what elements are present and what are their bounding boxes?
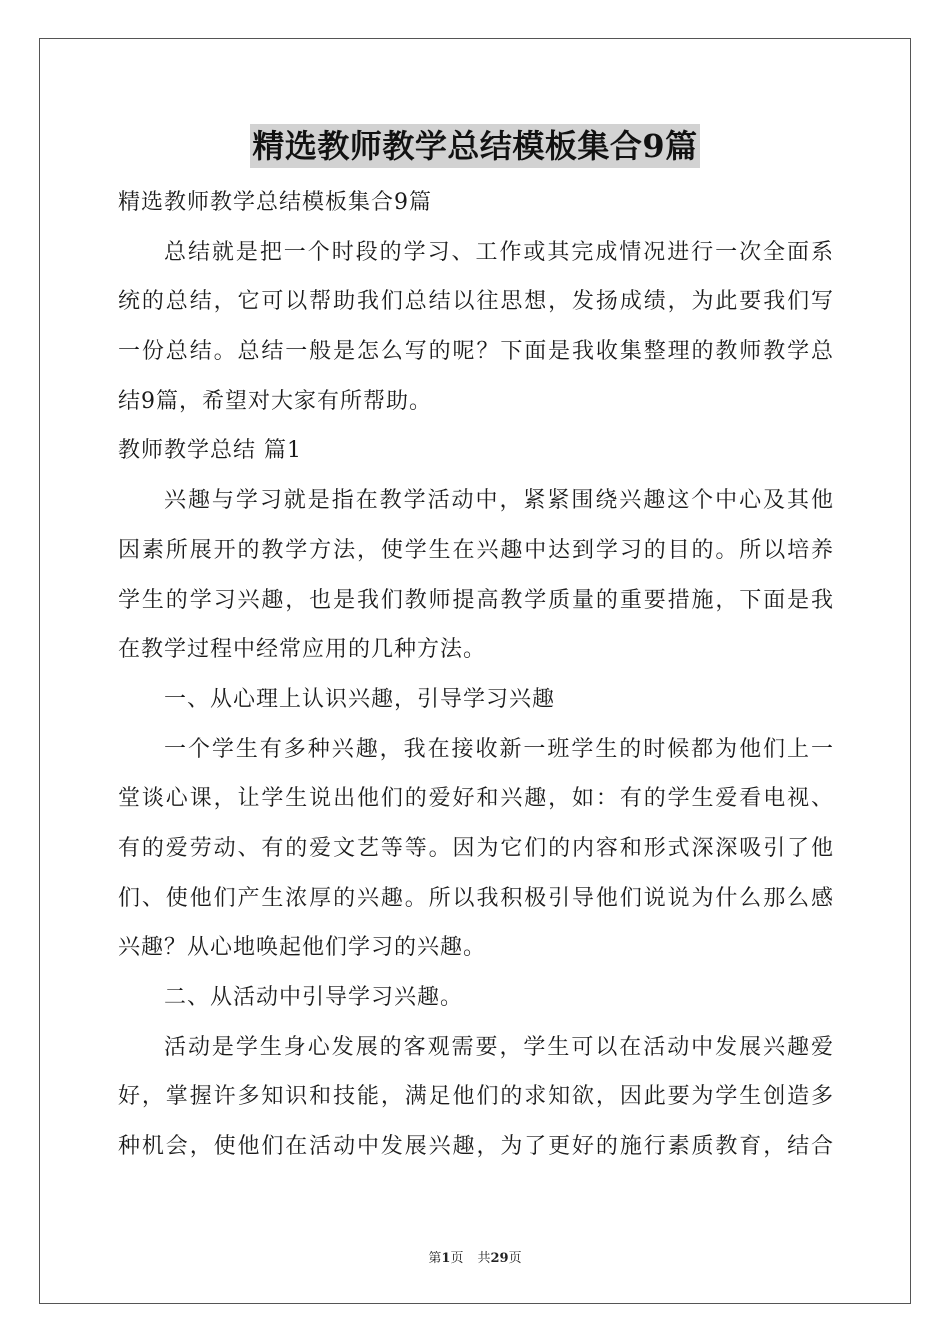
total-pages: 29 <box>490 1251 509 1266</box>
document-title: 精选教师教学总结模板集合9篇 <box>250 124 699 168</box>
text-line: 堂谈心课，让学生说出他们的爱好和兴趣，如：有的学生爱看电视、 <box>118 786 834 812</box>
text-line: 结9篇，希望对大家有所帮助。 <box>118 388 432 414</box>
text-line: 种机会，使他们在活动中发展兴趣，为了更好的施行素质教育，结合 <box>118 1134 834 1160</box>
title-container <box>0 124 950 168</box>
page-footer <box>0 1247 950 1266</box>
page-prefix: 第 <box>428 1251 442 1266</box>
total-suffix: 页 <box>508 1251 522 1266</box>
text-line: 一、从心理上认识兴趣，引导学习兴趣 <box>164 686 556 712</box>
text-line: 学生的学习兴趣，也是我们教师提高教学质量的重要措施，下面是我 <box>118 587 834 613</box>
text-line: 在教学过程中经常应用的几种方法。 <box>118 637 487 663</box>
text-line: 们、使他们产生浓厚的兴趣。所以我积极引导他们说说为什么那么感 <box>118 885 834 911</box>
document-body <box>118 178 834 1172</box>
text-line: 总结就是把一个时段的学习、工作或其完成情况进行一次全面系 <box>164 239 834 265</box>
text-line: 二、从活动中引导学习兴趣。 <box>164 985 464 1010</box>
text-line: 一个学生有多种兴趣，我在接收新一班学生的时候都为他们上一 <box>164 736 834 762</box>
text-line: 有的爱劳动、有的爱文艺等等。因为它们的内容和形式深深吸引了他 <box>118 835 834 861</box>
text-line: 一份总结。总结一般是怎么写的呢？下面是我收集整理的教师教学总 <box>118 339 834 365</box>
text-line: 统的总结，它可以帮助我们总结以往思想，发扬成绩，为此要我们写 <box>118 289 834 315</box>
text-line: 教师教学总结 篇1 <box>118 438 302 464</box>
text-line: 因素所展开的教学方法，使学生在兴趣中达到学习的目的。所以培养 <box>118 537 834 563</box>
page-suffix: 页 <box>450 1251 464 1266</box>
total-prefix: 共 <box>477 1251 491 1266</box>
text-line: 兴趣与学习就是指在教学活动中，紧紧围绕兴趣这个中心及其他 <box>164 488 834 514</box>
text-line: 好，掌握许多知识和技能，满足他们的求知欲，因此要为学生创造多 <box>118 1084 834 1110</box>
text-line: 精选教师教学总结模板集合9篇 <box>118 190 432 215</box>
text-line: 兴趣？从心地唤起他们学习的兴趣。 <box>118 935 487 961</box>
text-line: 活动是学生身心发展的客观需要，学生可以在活动中发展兴趣爱 <box>164 1034 834 1060</box>
page-number: 1 <box>441 1251 451 1266</box>
